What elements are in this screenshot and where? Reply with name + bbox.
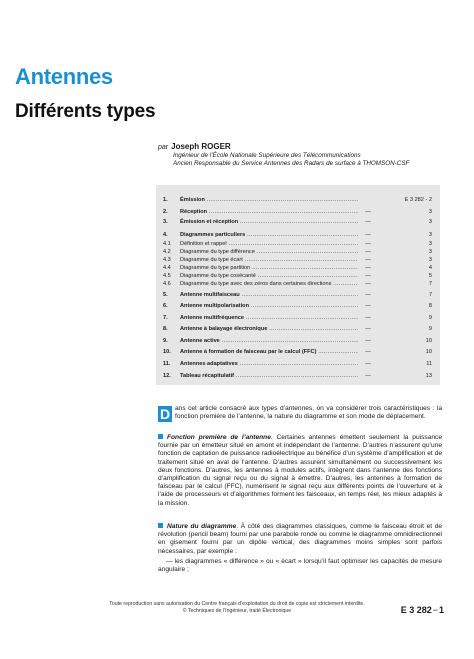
toc-entry-dash: — — [365, 373, 371, 379]
toc-entry-dash: — — [365, 209, 371, 215]
toc-entry-number: 12. — [163, 373, 171, 379]
intro-paragraph — [158, 405, 442, 422]
section-heading: Fonction première de l’antenne — [167, 434, 271, 441]
toc-entry-dash: — — [365, 281, 371, 287]
toc-entry-page: 5 — [428, 273, 432, 279]
toc-entry-dash: — — [365, 326, 371, 332]
toc-entry-label: Tableau récapitulatif ..... — [180, 371, 358, 381]
toc-entry — [156, 336, 440, 346]
toc-entry-number: 1. — [163, 197, 168, 203]
toc-entry-dash: — — [365, 232, 371, 238]
document-reference: E 3 282 — [400, 605, 432, 615]
toc-entry-page: 13 — [425, 373, 432, 379]
toc-entry-number: 11. — [163, 361, 171, 367]
toc-entry-page: 11 — [426, 361, 432, 367]
toc-entry-label: Antenne à formation de faisceau par le calcul (FFC) ..... — [180, 347, 358, 357]
section-text: . À côté des diagrammes classiques, comme le faisceau étroit et de révolution (pencil beam) fourni par une parabole ronde ou comme le diagramme omnidirectionnel en gisement fourni par un dipôle vertical, des diagrammes moins simples sont parfois nécessaires, par exemple : — [158, 523, 443, 555]
toc-entry-dash: — — [365, 257, 371, 263]
toc-entry-page: 3 — [428, 209, 432, 215]
toc-entry-dash: — — [365, 361, 371, 367]
toc-entry-dash: — — [365, 315, 371, 321]
toc-entry-number: 3. — [163, 219, 168, 225]
table-of-contents — [156, 185, 440, 385]
toc-entry-label: Réception ..... — [180, 207, 358, 217]
toc-entry-page: 9 — [428, 315, 432, 321]
toc-entry-label: Émission ..... — [180, 195, 358, 205]
toc-entry-dash: — — [365, 273, 371, 279]
toc-entry-number: 10. — [163, 349, 171, 355]
toc-entry-dash: — — [365, 219, 371, 225]
toc-entry-number: 4.3 — [163, 257, 171, 263]
toc-entry-page: 10 — [425, 349, 432, 355]
section-heading: Nature du diagramme — [167, 523, 237, 530]
toc-entry-label: Diagramme du type avec des zéros dans certaines directions ..... — [180, 279, 358, 289]
toc-entry-page: 9 — [428, 326, 432, 332]
square-bullet-icon — [158, 434, 163, 439]
toc-entry-number: 5. — [163, 292, 168, 298]
toc-entry-number: 7. — [163, 315, 168, 321]
toc-entry — [156, 347, 440, 357]
page-title: Antennes — [15, 64, 113, 89]
toc-entry-number: 4.2 — [163, 249, 171, 255]
toc-entry-dash: — — [365, 265, 371, 271]
toc-entry — [156, 290, 440, 300]
toc-entry-page: 3 — [428, 232, 432, 238]
toc-entry-label: Diagramme du type partition ..... — [180, 263, 358, 273]
toc-entry — [156, 279, 440, 289]
toc-entry-number: 4. — [163, 232, 168, 238]
toc-entry — [156, 371, 440, 381]
section-text: . Certaines antennes émettent seulement la puissance fournie par un émetteur situé en amont et indépendant de l’antenne. D’autres n’assurent qu’une fonction de captation de puissance radioélectrique au bénéfice d’un système d’amplification et de traitement situé en aval de l’antenne. D’autres assurent simultanément ou successivement les deux fonctions. D’autres, les antennes à modules actifs, intègrent dans l’antenne des fonctions d’amplification du signal reçu ou du signal à émettre. D’autres, les antennes à formation de faisceau par le calcul (FFC), numérisent le signal reçu aux différents points de l’ouverture et à l’aide de processeurs et d’algorithmes forment les faisceaux, en temps réel, les mieux adaptés à la mission. — [158, 434, 442, 507]
copyright-notice: Toute reproduction sans autorisation du Centre français d’exploitation du droit de copie est strictement interdite. — [109, 601, 365, 607]
toc-entry — [156, 217, 440, 227]
page-subtitle: Différents types — [15, 101, 156, 122]
toc-entry-label: Antenne multipolarisation ..... — [180, 301, 358, 311]
toc-entry-label: Antenne multifaisceau ..... — [180, 290, 358, 300]
list-item — [158, 558, 442, 574]
section-nature-diagramme — [158, 523, 442, 556]
toc-entry-page: 3 — [428, 249, 432, 255]
toc-entry-page: 3 — [428, 257, 432, 263]
toc-entry-page: 3 — [428, 241, 432, 247]
toc-entry-dash: — — [365, 249, 371, 255]
toc-entry-dash: — — [365, 349, 371, 355]
toc-entry-number: 6. — [163, 303, 168, 309]
intro-text: ans cet article consacré aux types d’antennes, on va considérer trois caractéristiques : la fonction première de l’antenne, la nature du diagramme et son mode de déplacement. — [175, 405, 442, 421]
page-separator: − — [432, 605, 438, 615]
toc-entry-page: 7 — [428, 292, 432, 298]
toc-entry-dash: — — [365, 292, 371, 298]
page-number-value: 1 — [438, 605, 444, 615]
page-number — [401, 605, 444, 615]
toc-entry-number: 4.5 — [163, 273, 171, 279]
toc-entry-number: 2. — [163, 209, 168, 215]
author-line — [158, 142, 231, 151]
author-name: Joseph ROGER — [171, 142, 231, 151]
toc-entry-label: Émission et réception ..... — [180, 217, 358, 227]
toc-entry-dash: — — [365, 241, 371, 247]
toc-entry-label: Diagramme du type écart ..... — [180, 255, 358, 265]
toc-entry-label: Diagrammes particuliers ..... — [180, 230, 358, 240]
toc-entry-label: Antennes adaptatives ..... — [180, 359, 358, 369]
toc-entry-label: Antenne active ..... — [180, 336, 358, 346]
author-affiliation-1: Ingénieur de l’École Nationale Supérieure des Télécommunications — [173, 152, 361, 159]
toc-entry — [156, 195, 440, 205]
toc-entry-dash: — — [365, 303, 371, 309]
list-item-text: — les diagrammes « différence » ou « écart » lorsqu’il faut optimiser les capacités de mesure angulaire ; — [158, 558, 442, 574]
toc-entry-number: 8. — [163, 326, 168, 332]
toc-entry — [156, 359, 440, 369]
toc-entry-dash: — — [365, 338, 371, 344]
author-prefix: par — [158, 144, 169, 151]
toc-entry-page: 7 — [428, 281, 432, 287]
toc-entry-label: Diagramme du type différence ..... — [180, 247, 358, 257]
publisher-notice: © Techniques de l’Ingénieur, traité Électronique — [182, 608, 292, 614]
toc-entry-label: Antenne multifréquence ..... — [180, 313, 358, 323]
toc-entry-page: 10 — [425, 338, 432, 344]
toc-entry — [156, 207, 440, 217]
section-fonction-premiere — [158, 434, 442, 508]
toc-entry-number: 4.6 — [163, 281, 171, 287]
toc-entry-label: Diagramme du type cosécanté ..... — [180, 271, 358, 281]
toc-entry — [156, 301, 440, 311]
toc-entry-label: Définition et rappel ..... — [180, 239, 358, 249]
toc-entry-number: 9. — [163, 338, 168, 344]
toc-entry-page: 4 — [428, 265, 432, 271]
author-affiliation-2: Ancien Responsable du Service Antennes des Radars de surface à THOMSON-CSF — [173, 160, 410, 167]
toc-entry-number: 4.1 — [163, 241, 171, 247]
square-bullet-icon — [158, 523, 163, 528]
toc-entry — [156, 324, 440, 334]
toc-entry-number: 4.4 — [163, 265, 171, 271]
drop-cap: D — [159, 406, 171, 422]
toc-entry-page: 3 — [428, 219, 432, 225]
toc-entry-reference: E 3 282 - 2 — [404, 197, 432, 203]
toc-entry-page: 8 — [428, 303, 432, 309]
toc-entry — [156, 313, 440, 323]
toc-entry-label: Antenne à balayage électronique ..... — [180, 324, 358, 334]
